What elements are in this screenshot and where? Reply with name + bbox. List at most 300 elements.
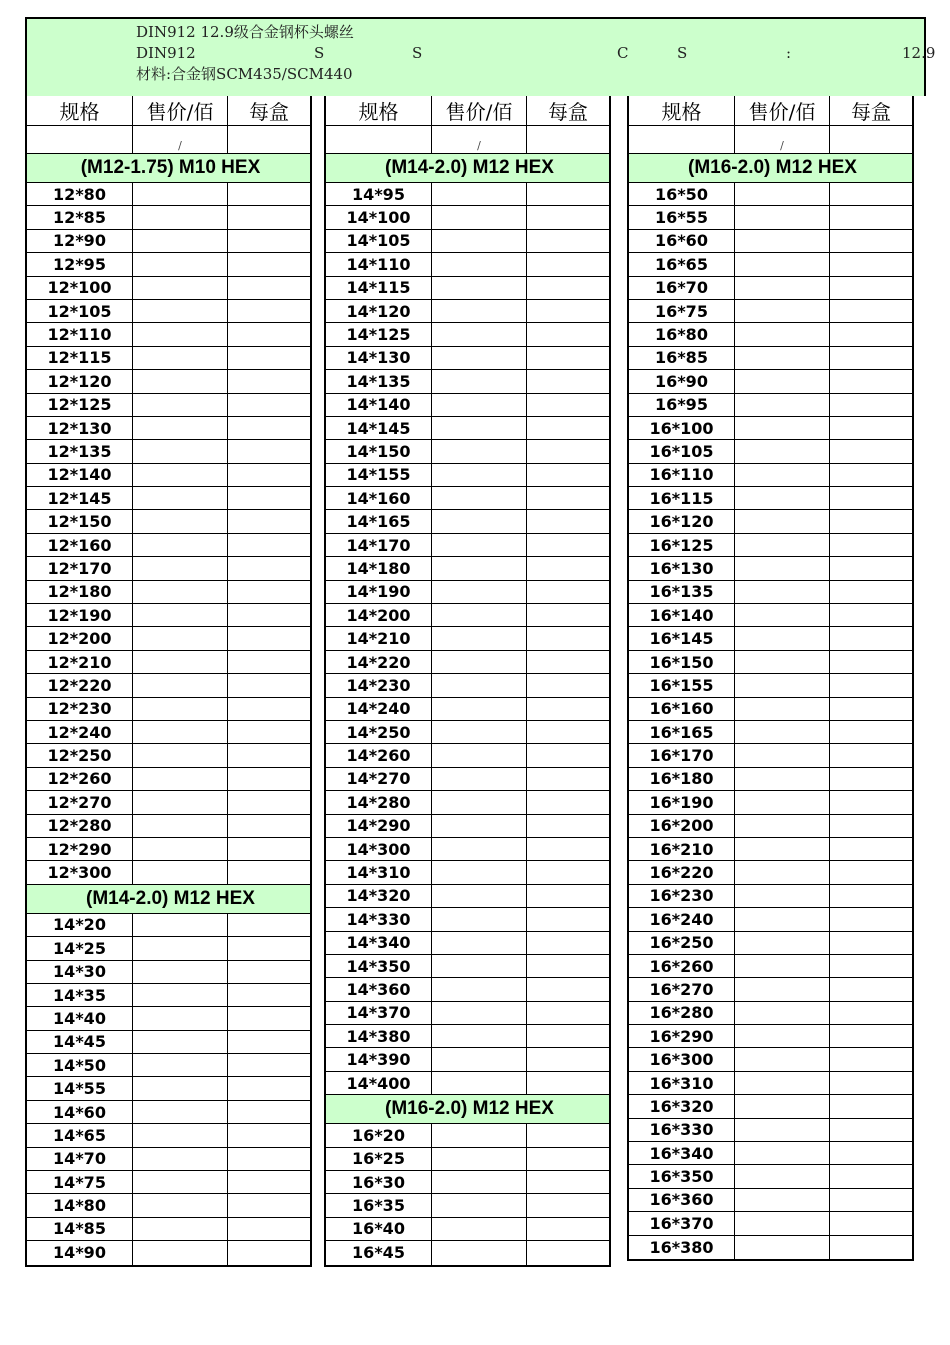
price-cell[interactable] <box>735 1072 830 1094</box>
qty-cell[interactable] <box>228 370 310 392</box>
qty-cell[interactable] <box>527 464 609 486</box>
price-cell[interactable] <box>432 1194 527 1216</box>
qty-cell[interactable] <box>830 1048 912 1070</box>
table-row <box>629 1048 912 1071</box>
qty-cell[interactable] <box>830 417 912 439</box>
qty-cell[interactable] <box>830 815 912 837</box>
price-cell[interactable] <box>432 604 527 626</box>
price-cell[interactable] <box>735 955 830 977</box>
qty-cell[interactable] <box>228 206 310 228</box>
qty-cell[interactable] <box>830 861 912 883</box>
price-cell[interactable] <box>432 230 527 252</box>
qty-cell[interactable] <box>228 464 310 486</box>
qty-cell[interactable] <box>830 768 912 790</box>
qty-cell[interactable] <box>830 932 912 954</box>
qty-cell[interactable] <box>228 417 310 439</box>
qty-cell[interactable] <box>830 557 912 579</box>
qty-cell[interactable] <box>527 1148 609 1170</box>
qty-cell[interactable] <box>228 253 310 275</box>
price-cell[interactable] <box>133 604 228 626</box>
price-cell[interactable] <box>432 698 527 720</box>
price-cell[interactable] <box>735 791 830 813</box>
table-row <box>629 370 912 393</box>
header-cell: 每盒 <box>548 100 588 124</box>
qty-cell[interactable] <box>830 347 912 369</box>
qty-cell[interactable] <box>228 1218 310 1240</box>
qty-cell[interactable] <box>830 323 912 345</box>
qty-cell[interactable] <box>527 581 609 603</box>
qty-cell[interactable] <box>527 698 609 720</box>
price-cell[interactable] <box>432 300 527 322</box>
table-row <box>27 914 310 937</box>
price-cell[interactable] <box>432 557 527 579</box>
price-cell[interactable] <box>735 1095 830 1117</box>
qty-cell[interactable] <box>830 1119 912 1141</box>
price-cell[interactable] <box>133 1077 228 1099</box>
price-cell[interactable] <box>432 581 527 603</box>
price-cell[interactable] <box>133 253 228 275</box>
qty-cell[interactable] <box>527 861 609 883</box>
qty-cell[interactable] <box>830 1142 912 1164</box>
price-cell[interactable] <box>735 698 830 720</box>
price-cell[interactable] <box>432 323 527 345</box>
qty-cell[interactable] <box>527 1241 609 1264</box>
price-cell[interactable] <box>735 347 830 369</box>
price-cell[interactable] <box>735 838 830 860</box>
price-cell[interactable] <box>133 914 228 936</box>
qty-cell[interactable] <box>527 1048 609 1070</box>
qty-cell[interactable] <box>228 557 310 579</box>
price-cell[interactable] <box>432 1171 527 1193</box>
price-cell[interactable] <box>735 557 830 579</box>
price-cell[interactable] <box>735 440 830 462</box>
price-cell[interactable] <box>735 815 830 837</box>
price-cell[interactable] <box>133 961 228 983</box>
qty-cell[interactable] <box>228 323 310 345</box>
qty-cell[interactable] <box>830 674 912 696</box>
price-cell[interactable] <box>133 984 228 1006</box>
header-cell: 售价/佰 <box>133 96 228 125</box>
price-cell[interactable] <box>133 1124 228 1146</box>
spec-cell: 16*270 <box>629 978 735 1000</box>
qty-cell[interactable] <box>527 440 609 462</box>
price-cell[interactable] <box>735 206 830 228</box>
price-cell[interactable] <box>133 510 228 532</box>
price-cell[interactable] <box>133 1241 228 1264</box>
qty-cell[interactable] <box>527 557 609 579</box>
qty-cell[interactable] <box>830 955 912 977</box>
qty-cell[interactable] <box>830 744 912 766</box>
price-cell[interactable] <box>432 815 527 837</box>
price-cell[interactable] <box>735 230 830 252</box>
price-cell[interactable] <box>432 674 527 696</box>
price-cell[interactable] <box>133 1148 228 1170</box>
price-cell[interactable] <box>133 1194 228 1216</box>
qty-cell[interactable] <box>228 1194 310 1216</box>
qty-cell[interactable] <box>527 955 609 977</box>
price-cell[interactable] <box>432 1124 527 1146</box>
qty-cell[interactable] <box>527 768 609 790</box>
price-cell[interactable] <box>133 937 228 959</box>
price-cell[interactable] <box>432 206 527 228</box>
qty-cell[interactable] <box>228 1054 310 1076</box>
qty-cell[interactable] <box>830 791 912 813</box>
price-cell[interactable] <box>432 347 527 369</box>
qty-cell[interactable] <box>228 838 310 860</box>
price-cell[interactable] <box>133 440 228 462</box>
price-cell[interactable] <box>432 417 527 439</box>
qty-cell[interactable] <box>527 1218 609 1240</box>
qty-cell[interactable] <box>830 838 912 860</box>
qty-cell[interactable] <box>228 347 310 369</box>
price-cell[interactable] <box>432 791 527 813</box>
qty-cell[interactable] <box>527 1171 609 1193</box>
table-row <box>27 1007 310 1030</box>
qty-cell[interactable] <box>830 885 912 907</box>
spec-cell: 16*130 <box>629 557 735 579</box>
price-cell[interactable] <box>735 1165 830 1187</box>
price-cell[interactable] <box>735 861 830 883</box>
qty-cell[interactable] <box>228 744 310 766</box>
price-cell[interactable] <box>735 183 830 205</box>
qty-cell[interactable] <box>527 627 609 649</box>
qty-cell[interactable] <box>527 183 609 205</box>
price-cell[interactable] <box>133 464 228 486</box>
price-cell[interactable] <box>133 1218 228 1240</box>
price-cell[interactable] <box>735 1236 830 1259</box>
qty-cell[interactable] <box>228 721 310 743</box>
qty-cell[interactable] <box>830 464 912 486</box>
qty-cell[interactable] <box>228 534 310 556</box>
qty-cell[interactable] <box>830 721 912 743</box>
qty-cell[interactable] <box>527 1072 609 1094</box>
price-cell[interactable] <box>735 1002 830 1024</box>
price-cell[interactable] <box>133 323 228 345</box>
qty-cell[interactable] <box>228 791 310 813</box>
price-cell[interactable] <box>735 651 830 673</box>
qty-cell[interactable] <box>527 791 609 813</box>
qty-cell[interactable] <box>830 487 912 509</box>
table-row <box>629 908 912 931</box>
price-cell[interactable] <box>735 908 830 930</box>
price-cell[interactable] <box>735 253 830 275</box>
qty-cell[interactable] <box>830 1189 912 1211</box>
qty-cell[interactable] <box>527 323 609 345</box>
spec-cell: 16*290 <box>629 1025 735 1047</box>
price-cell[interactable] <box>735 932 830 954</box>
qty-cell[interactable] <box>228 1077 310 1099</box>
qty-cell[interactable] <box>228 984 310 1006</box>
qty-cell[interactable] <box>830 698 912 720</box>
qty-cell[interactable] <box>830 510 912 532</box>
price-cell[interactable] <box>133 721 228 743</box>
qty-cell[interactable] <box>228 1171 310 1193</box>
price-cell[interactable] <box>735 323 830 345</box>
price-cell[interactable] <box>432 908 527 930</box>
spec-cell: 14*270 <box>326 768 432 790</box>
qty-cell[interactable] <box>830 978 912 1000</box>
qty-cell[interactable] <box>830 1165 912 1187</box>
price-cell[interactable] <box>133 791 228 813</box>
spec-cell: 14*25 <box>27 937 133 959</box>
price-cell[interactable] <box>432 838 527 860</box>
spec-cell: 14*160 <box>326 487 432 509</box>
qty-cell[interactable] <box>228 1124 310 1146</box>
qty-cell[interactable] <box>527 277 609 299</box>
price-cell[interactable] <box>432 744 527 766</box>
qty-cell[interactable] <box>830 277 912 299</box>
qty-cell[interactable] <box>830 1236 912 1259</box>
qty-cell[interactable] <box>228 1241 310 1264</box>
qty-cell[interactable] <box>527 487 609 509</box>
price-cell[interactable] <box>735 581 830 603</box>
qty-cell[interactable] <box>228 914 310 936</box>
qty-cell[interactable] <box>228 698 310 720</box>
price-cell[interactable] <box>133 557 228 579</box>
price-cell[interactable] <box>133 674 228 696</box>
price-cell[interactable] <box>432 394 527 416</box>
qty-cell[interactable] <box>830 651 912 673</box>
table-row <box>326 1148 609 1171</box>
qty-cell[interactable] <box>527 978 609 1000</box>
price-cell[interactable] <box>735 1025 830 1047</box>
price-cell[interactable] <box>133 1101 228 1123</box>
price-cell[interactable] <box>735 277 830 299</box>
price-cell[interactable] <box>432 1241 527 1264</box>
price-cell[interactable] <box>133 300 228 322</box>
qty-cell[interactable] <box>830 1025 912 1047</box>
price-cell[interactable] <box>735 394 830 416</box>
price-cell[interactable] <box>735 978 830 1000</box>
price-cell[interactable] <box>133 230 228 252</box>
qty-cell[interactable] <box>228 440 310 462</box>
price-cell[interactable] <box>133 347 228 369</box>
qty-cell[interactable] <box>527 674 609 696</box>
qty-cell[interactable] <box>527 721 609 743</box>
price-cell[interactable] <box>133 534 228 556</box>
spec-cell: 14*280 <box>326 791 432 813</box>
price-cell[interactable] <box>133 417 228 439</box>
price-cell[interactable] <box>432 183 527 205</box>
qty-cell[interactable] <box>527 744 609 766</box>
qty-cell[interactable] <box>830 183 912 205</box>
price-cell[interactable] <box>735 604 830 626</box>
qty-cell[interactable] <box>228 1031 310 1053</box>
price-cell[interactable] <box>735 1212 830 1234</box>
qty-cell[interactable] <box>228 1007 310 1029</box>
price-cell[interactable] <box>735 885 830 907</box>
price-cell[interactable] <box>432 955 527 977</box>
qty-cell[interactable] <box>527 417 609 439</box>
qty-cell[interactable] <box>228 394 310 416</box>
price-cell[interactable] <box>133 1031 228 1053</box>
price-cell[interactable] <box>133 861 228 883</box>
qty-cell[interactable] <box>228 1148 310 1170</box>
price-cell[interactable] <box>133 744 228 766</box>
price-cell[interactable] <box>432 978 527 1000</box>
price-cell[interactable] <box>133 627 228 649</box>
qty-cell[interactable] <box>527 1002 609 1024</box>
qty-cell[interactable] <box>830 300 912 322</box>
price-cell[interactable] <box>432 534 527 556</box>
price-cell[interactable] <box>432 932 527 954</box>
price-cell[interactable] <box>735 1048 830 1070</box>
price-cell[interactable] <box>432 370 527 392</box>
qty-cell[interactable] <box>228 937 310 959</box>
price-cell[interactable] <box>432 651 527 673</box>
qty-cell[interactable] <box>228 674 310 696</box>
qty-cell[interactable] <box>830 1072 912 1094</box>
price-cell[interactable] <box>735 1142 830 1164</box>
price-cell[interactable] <box>432 487 527 509</box>
qty-cell[interactable] <box>830 440 912 462</box>
price-cell[interactable] <box>735 487 830 509</box>
price-cell[interactable] <box>735 300 830 322</box>
price-cell[interactable] <box>133 698 228 720</box>
qty-cell[interactable] <box>228 961 310 983</box>
price-cell[interactable] <box>432 627 527 649</box>
spec-cell: 16*80 <box>629 323 735 345</box>
qty-cell[interactable] <box>527 347 609 369</box>
price-cell[interactable] <box>133 183 228 205</box>
price-cell[interactable] <box>432 253 527 275</box>
spec-cell: 12*220 <box>27 674 133 696</box>
qty-cell[interactable] <box>527 885 609 907</box>
qty-cell[interactable] <box>527 1124 609 1146</box>
qty-cell[interactable] <box>228 230 310 252</box>
table-row <box>326 838 609 861</box>
price-cell[interactable] <box>432 510 527 532</box>
price-cell[interactable] <box>432 861 527 883</box>
price-cell[interactable] <box>133 768 228 790</box>
spec-cell: 16*90 <box>629 370 735 392</box>
table-row <box>27 464 310 487</box>
qty-cell[interactable] <box>527 534 609 556</box>
price-cell[interactable] <box>432 885 527 907</box>
qty-cell[interactable] <box>830 394 912 416</box>
qty-cell[interactable] <box>228 768 310 790</box>
qty-cell[interactable] <box>830 370 912 392</box>
price-cell[interactable] <box>432 277 527 299</box>
price-cell[interactable] <box>133 1007 228 1029</box>
price-cell[interactable] <box>133 487 228 509</box>
price-cell[interactable] <box>432 721 527 743</box>
qty-cell[interactable] <box>527 651 609 673</box>
qty-cell[interactable] <box>527 300 609 322</box>
qty-cell[interactable] <box>830 534 912 556</box>
qty-cell[interactable] <box>830 908 912 930</box>
table-row <box>27 1054 310 1077</box>
qty-cell[interactable] <box>228 604 310 626</box>
qty-cell[interactable] <box>830 253 912 275</box>
qty-cell[interactable] <box>228 300 310 322</box>
qty-cell[interactable] <box>527 510 609 532</box>
qty-cell[interactable] <box>527 838 609 860</box>
qty-cell[interactable] <box>228 581 310 603</box>
qty-cell[interactable] <box>830 581 912 603</box>
price-cell[interactable] <box>735 464 830 486</box>
title-line-2-part: : <box>786 44 792 62</box>
price-cell[interactable] <box>735 370 830 392</box>
qty-cell[interactable] <box>228 487 310 509</box>
qty-cell[interactable] <box>830 627 912 649</box>
price-cell[interactable] <box>735 768 830 790</box>
price-cell[interactable] <box>133 651 228 673</box>
price-cell[interactable] <box>735 417 830 439</box>
price-cell[interactable] <box>432 1025 527 1047</box>
price-cell[interactable] <box>735 1189 830 1211</box>
price-cell[interactable] <box>133 370 228 392</box>
price-cell[interactable] <box>432 1048 527 1070</box>
qty-cell[interactable] <box>228 510 310 532</box>
qty-cell[interactable] <box>830 1095 912 1117</box>
price-cell[interactable] <box>133 838 228 860</box>
qty-cell[interactable] <box>228 651 310 673</box>
price-cell[interactable] <box>735 674 830 696</box>
qty-cell[interactable] <box>830 604 912 626</box>
price-cell[interactable] <box>133 206 228 228</box>
price-cell[interactable] <box>133 1054 228 1076</box>
qty-cell[interactable] <box>228 183 310 205</box>
price-cell[interactable] <box>735 721 830 743</box>
price-cell[interactable] <box>133 815 228 837</box>
price-cell[interactable] <box>432 1148 527 1170</box>
qty-cell[interactable] <box>527 1025 609 1047</box>
qty-cell[interactable] <box>228 815 310 837</box>
price-cell[interactable] <box>133 1171 228 1193</box>
qty-cell[interactable] <box>228 627 310 649</box>
header-cell: 规格 <box>629 96 735 125</box>
price-cell[interactable] <box>735 1119 830 1141</box>
qty-cell[interactable] <box>830 1002 912 1024</box>
price-cell[interactable] <box>432 464 527 486</box>
qty-cell[interactable] <box>527 253 609 275</box>
qty-cell[interactable] <box>527 230 609 252</box>
qty-cell[interactable] <box>228 277 310 299</box>
qty-cell[interactable] <box>527 394 609 416</box>
qty-cell[interactable] <box>527 206 609 228</box>
price-cell[interactable] <box>133 394 228 416</box>
qty-cell[interactable] <box>830 206 912 228</box>
qty-cell[interactable] <box>830 230 912 252</box>
price-cell[interactable] <box>432 1002 527 1024</box>
price-cell[interactable] <box>432 1218 527 1240</box>
price-cell[interactable] <box>432 440 527 462</box>
qty-cell[interactable] <box>527 370 609 392</box>
qty-cell[interactable] <box>228 1101 310 1123</box>
qty-cell[interactable] <box>527 1194 609 1216</box>
spec-cell: 14*20 <box>27 914 133 936</box>
price-cell[interactable] <box>735 534 830 556</box>
qty-cell[interactable] <box>527 908 609 930</box>
price-cell[interactable] <box>432 1072 527 1094</box>
table-row <box>27 721 310 744</box>
qty-cell[interactable] <box>228 861 310 883</box>
qty-cell[interactable] <box>527 932 609 954</box>
price-cell[interactable] <box>735 627 830 649</box>
price-hint: / <box>432 126 527 153</box>
qty-cell[interactable] <box>830 1212 912 1234</box>
price-cell[interactable] <box>133 581 228 603</box>
price-cell[interactable] <box>735 510 830 532</box>
table-row <box>326 1194 609 1217</box>
price-cell[interactable] <box>735 744 830 766</box>
qty-cell[interactable] <box>527 815 609 837</box>
qty-cell[interactable] <box>527 604 609 626</box>
price-cell[interactable] <box>432 768 527 790</box>
price-cell[interactable] <box>133 277 228 299</box>
table-row <box>27 323 310 346</box>
